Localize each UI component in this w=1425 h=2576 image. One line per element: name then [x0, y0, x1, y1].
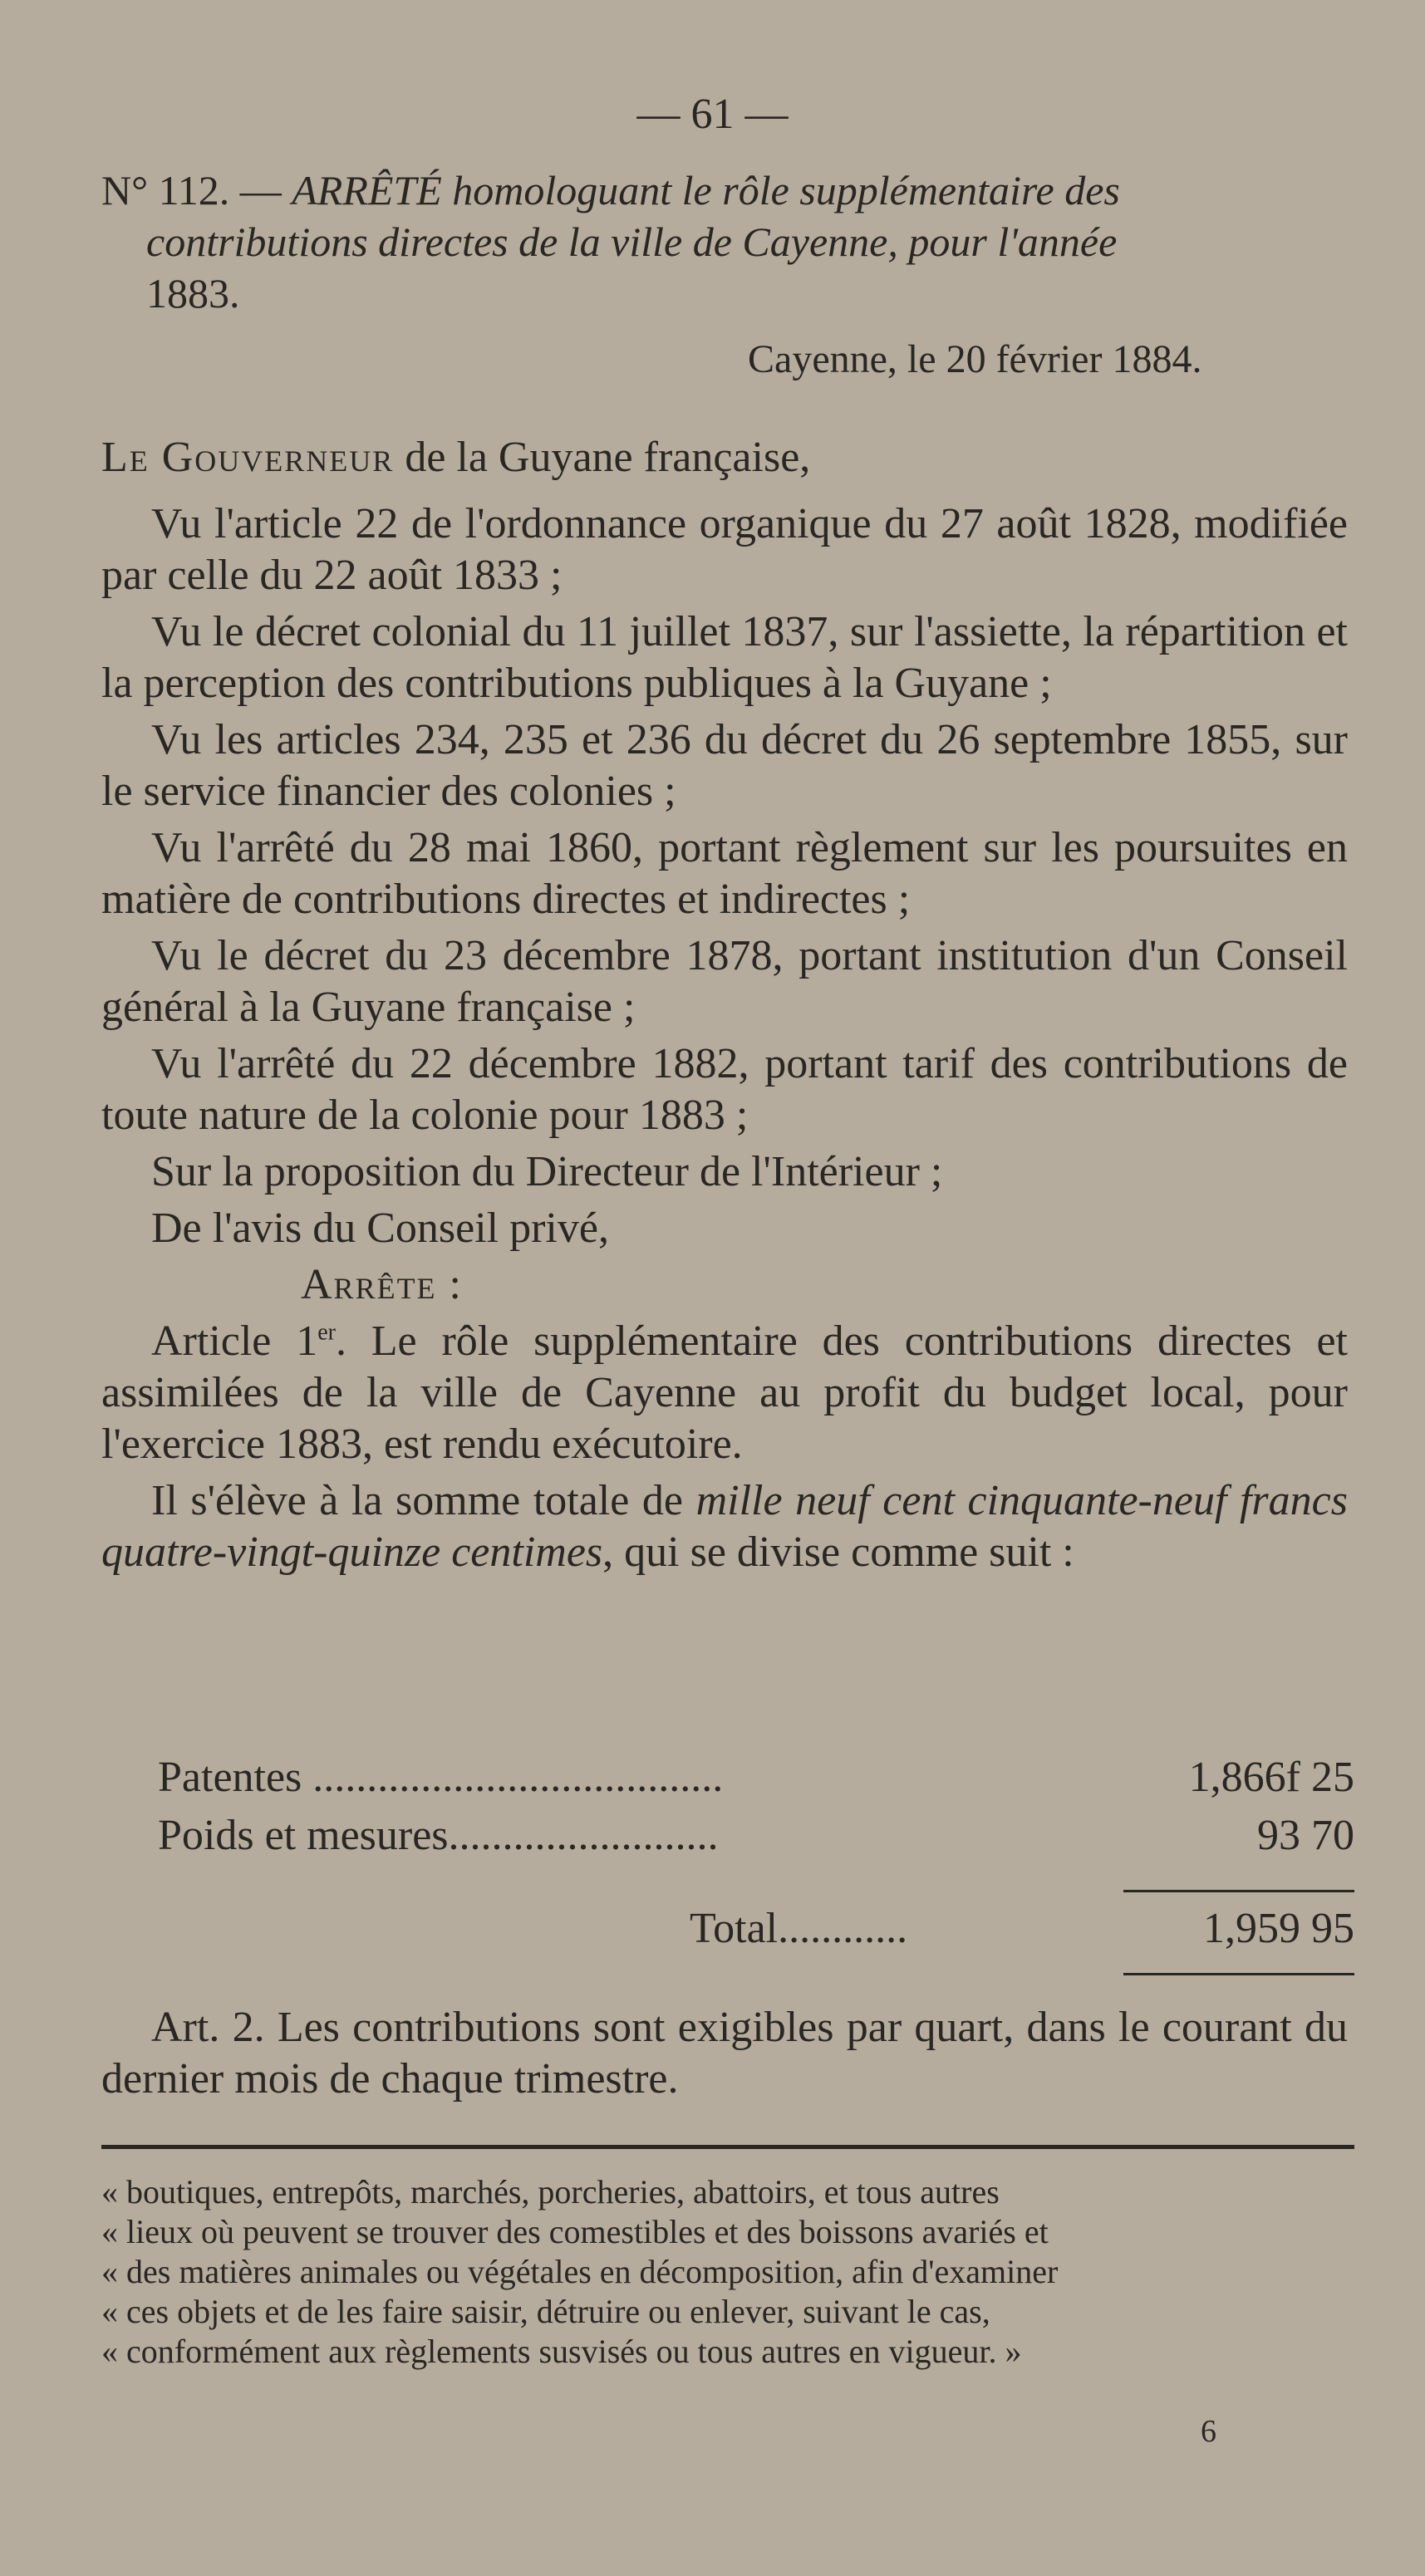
total-row	[690, 1904, 1354, 1953]
arrete-label: Arrête :	[301, 1261, 463, 1308]
item-row-patentes	[158, 1753, 1354, 1802]
sum-end: , qui se divise comme suit :	[602, 1528, 1074, 1576]
decree-heading	[101, 164, 1348, 319]
heading-line-3: 1883.	[146, 270, 240, 316]
heading-line-2: contributions directes de la ville de Cayenne, pour l'année	[146, 218, 1118, 265]
paragraph: Vu les articles 234, 235 et 236 du décret du 26 septembre 1855, sur le service financier des colonies ;	[101, 716, 1348, 815]
paragraph: Vu le décret du 23 décembre 1878, portant institution d'un Conseil général à la Guyane française ;	[101, 932, 1348, 1031]
footnote-line: « des matières animales ou végétales en décomposition, afin d'examiner	[101, 2253, 1059, 2290]
item-row-poids	[158, 1811, 1354, 1860]
sum-words: mille neuf cent cinquante-neuf francs quatre-vingt-quinze centimes	[101, 1477, 1348, 1576]
footnote-line: « conformément aux règlements susvisés ou tous autres en vigueur. »	[101, 2333, 1022, 2370]
footnote-line: « ces objets et de les faire saisir, détruire ou enlever, suivant le cas,	[101, 2293, 990, 2330]
decree-body	[101, 432, 1348, 1583]
paragraph: De l'avis du Conseil privé,	[151, 1205, 609, 1252]
paragraph: Sur la proposition du Directeur de l'Intérieur ;	[151, 1148, 943, 1195]
decree-number: N° 112. —	[101, 167, 282, 213]
total-value: 1,959 95	[1203, 1905, 1354, 1952]
gouverneur-line	[101, 432, 1348, 483]
item-value: 93 70	[1257, 1812, 1354, 1859]
paragraph: Vu l'article 22 de l'ordonnance organique du 27 août 1828, modifiée par celle du 22 août 1833 ;	[101, 500, 1348, 599]
footnote	[101, 2172, 1354, 2372]
item-label: Poids et mesures.........................	[158, 1812, 719, 1859]
footnote-separator	[101, 2145, 1354, 2149]
page-number: — 61 —	[636, 91, 789, 138]
total-label: Total............	[690, 1905, 908, 1952]
article-1-sup: er	[317, 1319, 336, 1346]
paragraph: Vu l'arrêté du 28 mai 1860, portant règlement sur les poursuites en matière de contributions directes et indirectes ;	[101, 824, 1348, 923]
footnote-line: « boutiques, entrepôts, marchés, porcheries, abattoirs, et tous autres	[101, 2173, 1000, 2210]
footnote-line: « lieux où peuvent se trouver des comestibles et des boissons avariés et	[101, 2213, 1049, 2250]
item-label: Patentes ......................................	[158, 1754, 724, 1801]
paragraph: Vu l'arrêté du 22 décembre 1882, portant tarif des contributions de toute nature de la colonie pour 1883 ;	[101, 1040, 1348, 1139]
gouverneur-rest: de la Guyane française,	[394, 434, 811, 481]
sum-paragraph	[101, 1475, 1348, 1578]
article-2: Art. 2. Les contributions sont exigibles par quart, dans le courant du dernier mois de chaque trimestre.	[101, 2004, 1348, 2103]
dateline: Cayenne, le 20 février 1884.	[748, 337, 1202, 381]
article-1-prefix: Article 1	[151, 1317, 318, 1365]
article-1	[101, 1316, 1348, 1470]
gouverneur-title: Le Gouverneur	[101, 434, 395, 481]
sum-rule	[1123, 1890, 1354, 1892]
paragraph: Vu le décret colonial du 11 juillet 1837, sur l'assiette, la répartition et la perception des contributions publiques à la Guyane ;	[101, 608, 1348, 707]
signature-mark: 6	[1201, 2414, 1216, 2449]
item-value: 1,866f 25	[1188, 1754, 1354, 1801]
article-1-text: . Le rôle supplémentaire des contributions directes et assimilées de la ville de Cayenne au profit du budget local, pour l'exercice 1883, est rendu exécutoire.	[101, 1317, 1348, 1468]
sum-start: Il s'élève à la somme totale de	[151, 1477, 696, 1524]
heading-line-1: ARRÊTÉ homologuant le rôle supplémentaire des	[292, 167, 1120, 213]
total-rule	[1123, 1973, 1354, 1975]
